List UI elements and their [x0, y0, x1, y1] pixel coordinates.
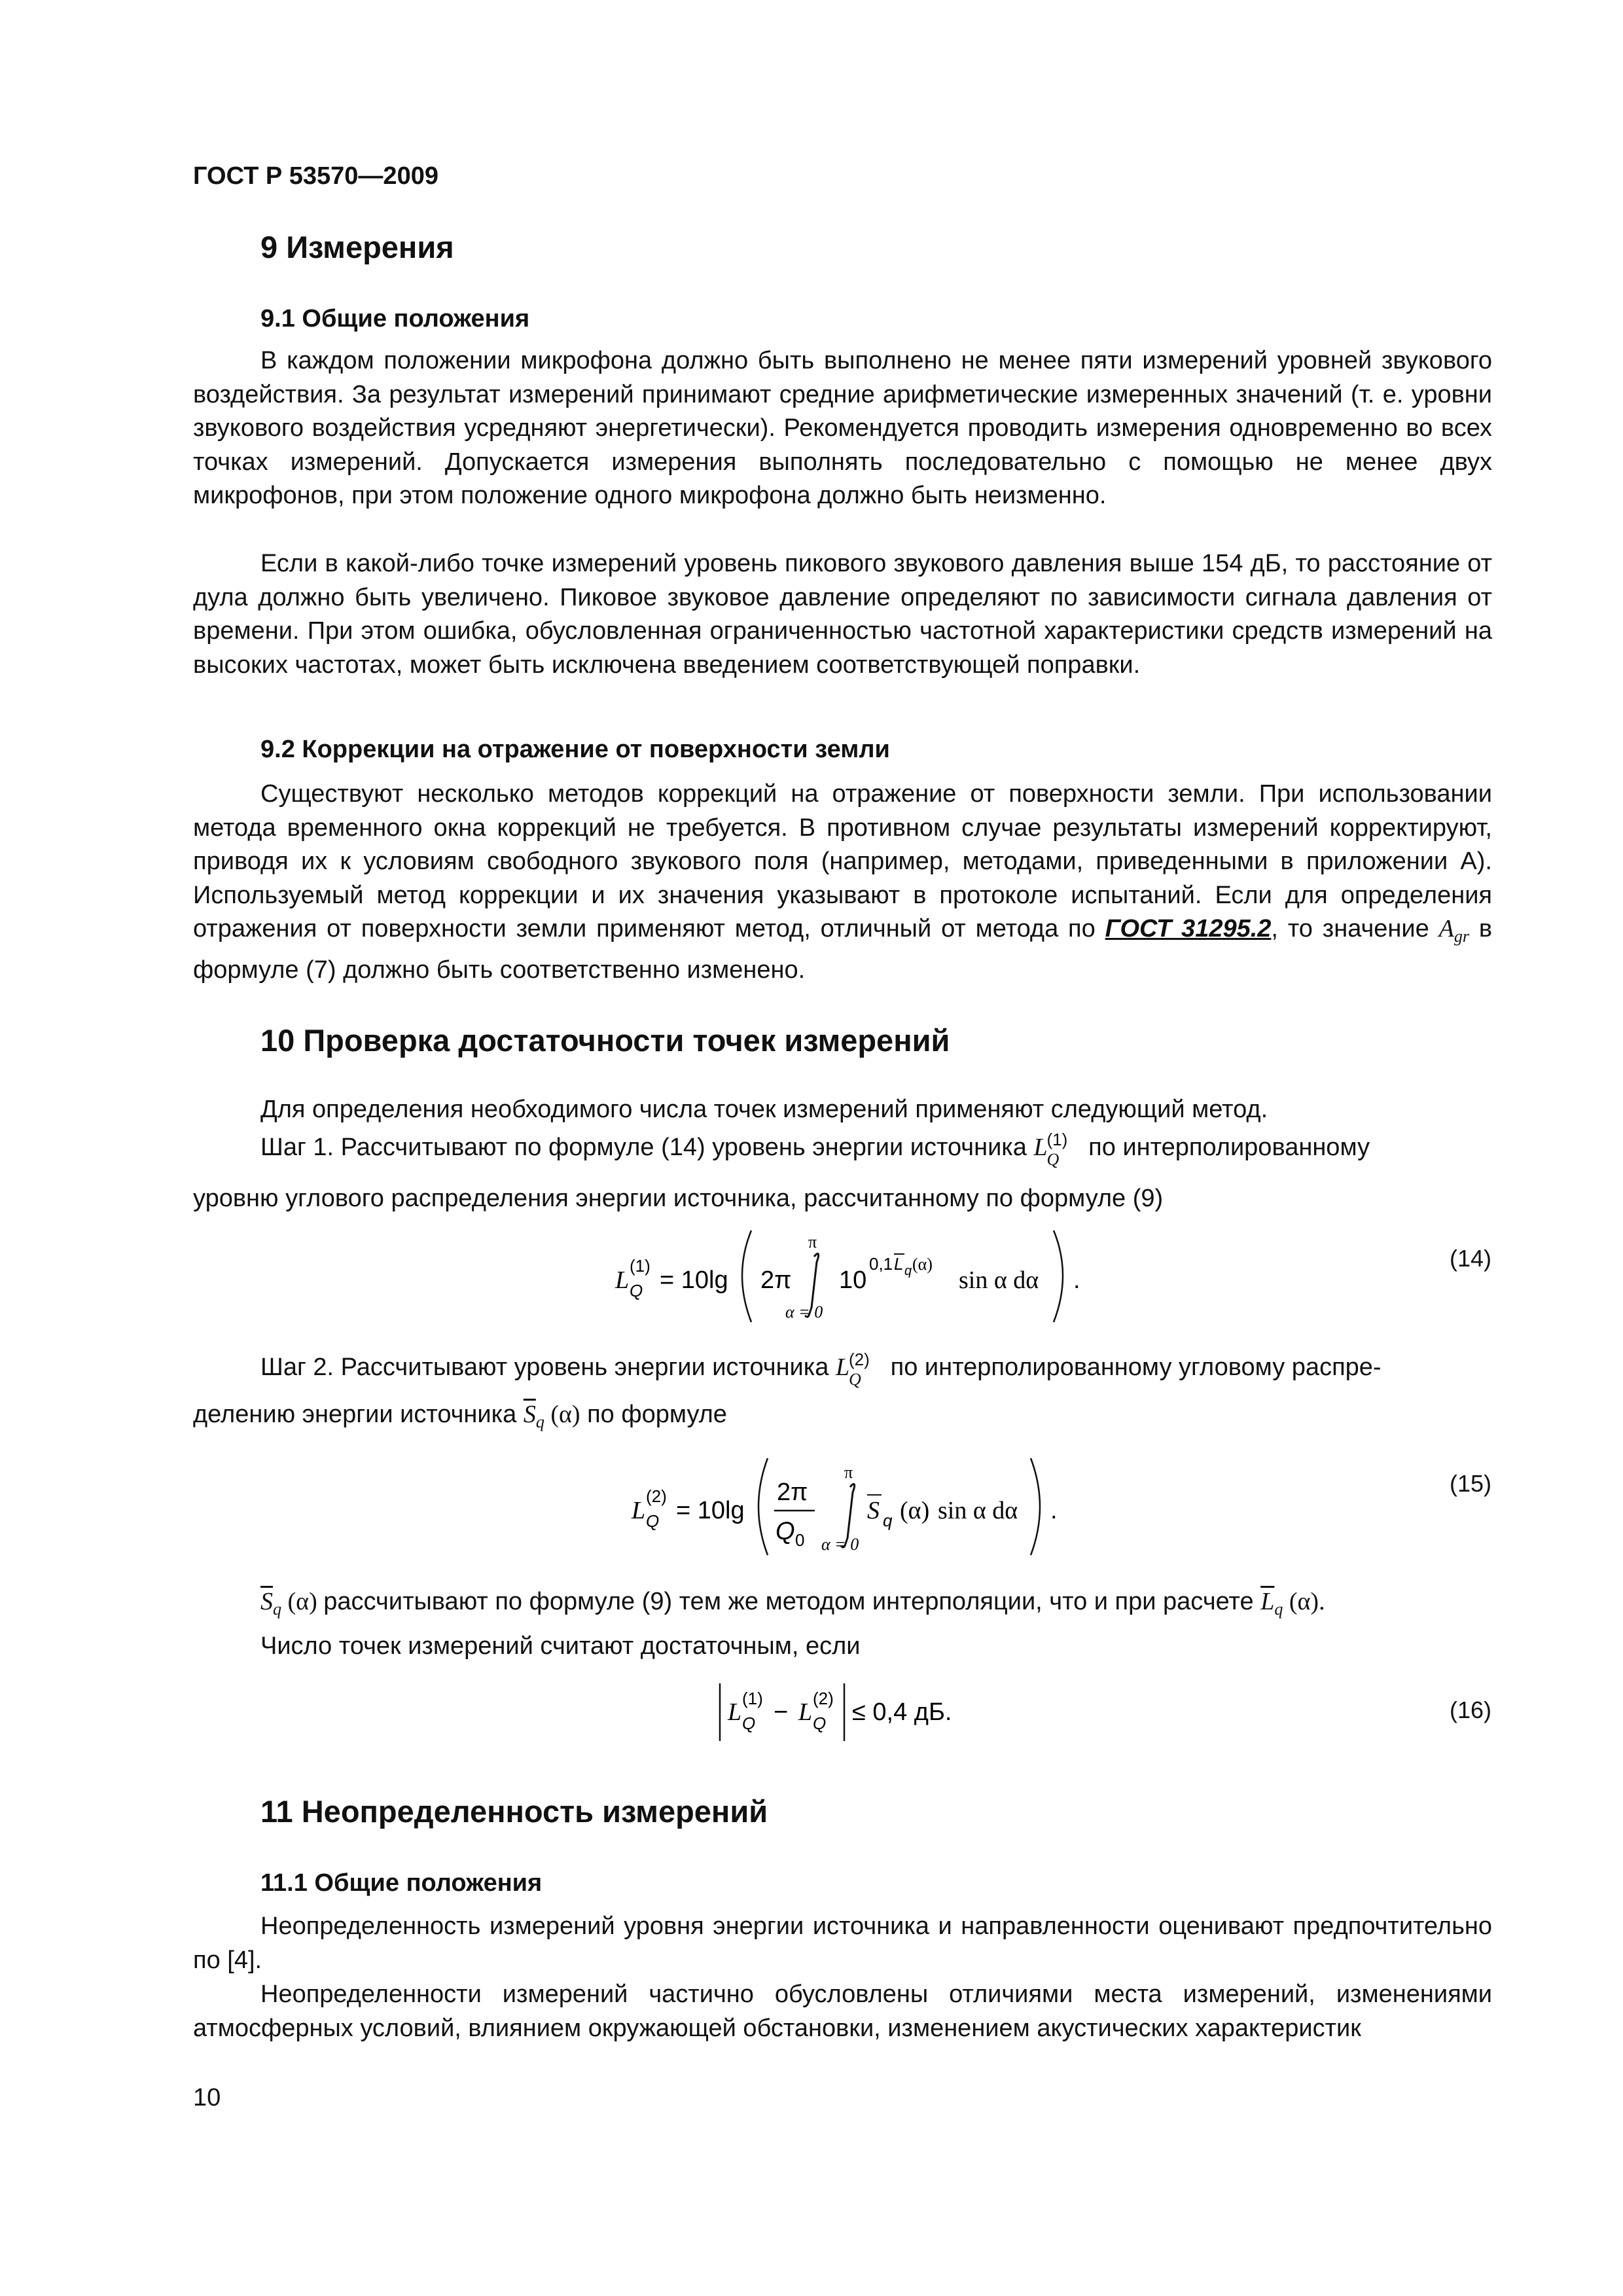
- svg-text:Q: Q: [742, 1713, 756, 1733]
- eq15-equals: = 10lg: [676, 1497, 745, 1524]
- svg-text:≤ 0,4 дБ.: ≤ 0,4 дБ.: [852, 1698, 952, 1726]
- svg-text:.: .: [1050, 1497, 1058, 1524]
- svg-text:0,1: 0,1: [869, 1254, 893, 1274]
- equation-14: [609, 1217, 1106, 1335]
- paragraph-9-1-1: В каждом положении микрофона должно быть выполнено не менее пяти измерений уровней звукового воздействия. За результат измерений принимают средние арифметические измеренных значений (т. е. уровни звукового воздействия усредняют энергетически). Рекомендуется проводить измерения одновременно во всех точках измерений. Допускается измерения выполнять последовательно с помощью не менее двух микрофонов, при этом положение одного микрофона должно быть неизменно.: [193, 347, 1492, 509]
- eq14-equals: = 10lg: [660, 1266, 728, 1294]
- svg-text:L: L: [798, 1698, 813, 1726]
- svg-text:q: q: [883, 1511, 893, 1530]
- subsection-11-1-title: 11.1 Общие положения: [260, 1869, 543, 1897]
- equation-16: [713, 1676, 1001, 1748]
- paragraph-9-2-1-text-b: , то значение: [1271, 915, 1429, 942]
- sq-alpha-inline: $\overline{S}$: [523, 1401, 536, 1428]
- svg-text:α = 0: α = 0: [821, 1535, 859, 1554]
- step-2-line: Шаг 2. Рассчитывают уровень энергии источника L Q (2) по интерполированному угловому распре-: [260, 1350, 1382, 1389]
- section-10-title: 10 Проверка достаточности точек измерений: [260, 1023, 950, 1058]
- svg-text:(1): (1): [630, 1256, 651, 1276]
- after-equation-15: $\overline{S}_q$ (α) рассчитывают по формуле (9) тем же методом интерполяции, что и при расчете $\overline{L}_q$ (α).: [260, 1588, 1325, 1619]
- paragraph-11-1-2: Неопределенности измерений частично обусловлены отличиями места измерений, изменениями атмосферных условий, влиянием окружающей обстановки, изменением акустических характеристик: [193, 1981, 1492, 2042]
- svg-text:(2): (2): [646, 1486, 667, 1506]
- svg-text:α = 0: α = 0: [785, 1302, 823, 1321]
- equation-14-number: (14): [1450, 1245, 1492, 1272]
- svg-text:π: π: [808, 1232, 817, 1251]
- svg-text:q: q: [904, 1264, 912, 1278]
- eq15-right-paren: [1031, 1458, 1040, 1555]
- section-11-title: 11 Неопределенность измерений: [260, 1794, 768, 1829]
- svg-text:(α): (α): [912, 1255, 933, 1274]
- paragraph-9-2-1-text-c: в формуле (7) должно быть соответственно изменено.: [193, 915, 1493, 984]
- section-10-intro: Для определения необходимого числа точек измерений применяют следующий метод.: [260, 1096, 1268, 1123]
- svg-text:L: L: [728, 1698, 742, 1726]
- eq14-l: L: [615, 1266, 630, 1294]
- subsection-9-2-title: 9.2 Коррекции на отражение от поверхности земли: [260, 736, 890, 763]
- document-header: ГОСТ Р 53570—2009: [193, 162, 438, 190]
- svg-text:sin α dα: sin α dα: [938, 1497, 1018, 1524]
- lq2-inline: L Q (2): [835, 1350, 870, 1389]
- equation-15-number: (15): [1450, 1470, 1492, 1497]
- step-2-continuation: делению энергии источника $\overline{S}_q$ (α) по формуле: [193, 1401, 727, 1431]
- a-gr-symbol: $A_{gr}$: [1438, 915, 1469, 946]
- svg-text:π: π: [844, 1463, 853, 1482]
- svg-text:S: S: [867, 1497, 880, 1524]
- svg-text:−: −: [774, 1698, 789, 1726]
- svg-text:2π: 2π: [760, 1266, 792, 1294]
- svg-text:.: .: [1073, 1266, 1080, 1294]
- equation-15: [625, 1446, 1070, 1564]
- paragraph-9-2-1: [193, 778, 1492, 987]
- svg-text:2π: 2π: [777, 1479, 808, 1506]
- svg-text:10: 10: [839, 1266, 867, 1294]
- svg-text:Q: Q: [646, 1511, 660, 1531]
- lq1-inline: L Q (1): [1033, 1130, 1068, 1169]
- paragraph-9-1-2: Если в какой-либо точке измерений уровень пикового звукового давления выше 154 дБ, то расстояние от дула должно быть увеличено. Пиковое звуковое давление определяют по зависимости сигнала давления от времени. При этом ошибка, обусловленная ограниченностью частотной характеристики средств измерений на высоких частотах, может быть исключена введением соответствующей поправки.: [193, 550, 1492, 679]
- eq15-l: L: [632, 1497, 646, 1524]
- svg-text:L: L: [894, 1254, 904, 1274]
- paragraph-11-1-1: Неопределенность измерений уровня энергии источника и направленности оценивают предпочтительно по [4].: [193, 1912, 1492, 1974]
- paragraph-9-2-1-text: Существуют несколько методов коррекций на отражение от поверхности земли. При использовании метода временного окна коррекций не требуется. В противном случае результаты измерений корректируют, приводя их к условиям свободного звукового поля (например, методами, приведенными в приложении А). Используемый метод коррекции и их значения указывают в протоколе испытаний. Если для определения отражения от поверхности земли применяют метод, отличный от метода по: [193, 780, 1492, 942]
- page-number: 10: [193, 2084, 221, 2111]
- subsection-9-1-title: 9.1 Общие положения: [260, 305, 530, 332]
- svg-text:sin α dα: sin α dα: [959, 1266, 1039, 1294]
- svg-text:(α): (α): [900, 1497, 930, 1524]
- svg-text:Q: Q: [776, 1518, 795, 1545]
- eq15-left-paren: [758, 1458, 768, 1555]
- sufficiency-condition: Число точек измерений считают достаточным, если: [260, 1632, 861, 1660]
- step-1-continuation: уровню углового распределения энергии источника, рассчитанному по формуле (9): [193, 1185, 1164, 1212]
- step-1-line: Шаг 1. Рассчитывают по формуле (14) уровень энергии источника L Q (1) по интерполированному: [260, 1130, 1370, 1169]
- svg-text:(1): (1): [742, 1689, 763, 1708]
- svg-text:0: 0: [795, 1530, 805, 1550]
- eq14-right-paren: [1054, 1230, 1063, 1322]
- eq14-left-paren: [742, 1230, 751, 1322]
- svg-text:Q: Q: [630, 1281, 643, 1300]
- svg-text:(2): (2): [813, 1689, 834, 1708]
- svg-text:Q: Q: [813, 1713, 827, 1733]
- section-9-title: 9 Измерения: [260, 230, 454, 264]
- equation-16-number: (16): [1450, 1696, 1492, 1723]
- gost-31295-2-link[interactable]: ГОСТ 31295.2: [1105, 915, 1272, 942]
